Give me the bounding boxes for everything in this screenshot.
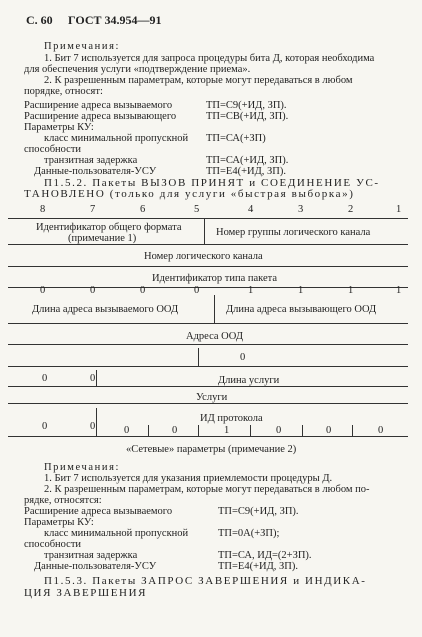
bit-value: 1 [224, 425, 230, 436]
cell-text: 0 [42, 421, 48, 432]
table-divider [198, 425, 199, 436]
table-rule [8, 323, 408, 324]
cell-text: Номер группы логического канала [216, 227, 371, 238]
standard-code: ГОСТ 34.954—91 [68, 13, 162, 27]
table-divider [302, 425, 303, 436]
bit-value: 0 [140, 285, 146, 296]
bit-value: 1 [298, 285, 304, 296]
param-value: ТП=0А(+ЗП); [218, 528, 280, 539]
param-value: ТП=С9(+ИД, ЗП). [206, 100, 287, 111]
note-text: рядке, относятся: [24, 495, 102, 506]
note-text: 1. Бит 7 используется для запроса процедуры бита Д, которая необходима [44, 53, 375, 64]
cell-text: «Сетевые» параметры (примечание 2) [126, 444, 297, 455]
note-text: для обеспечения услуги «подтверждение приема». [24, 64, 251, 75]
cell-text: ИД протокола [200, 413, 263, 424]
section-heading: П1.5.2. Пакеты ВЫЗОВ ПРИНЯТ и СОЕДИНЕНИЕ УС- [44, 177, 380, 189]
section-heading: ЦИЯ ЗАВЕРШЕНИЯ [24, 587, 148, 599]
bit-number: 6 [140, 204, 146, 215]
cell-text: Идентификатор типа пакета [152, 273, 278, 284]
table-divider [214, 295, 215, 323]
cell-text: 0 [90, 373, 96, 384]
cell-text: Длина адреса вызываемого ООД [32, 304, 179, 315]
bit-number: 5 [194, 204, 200, 215]
param-value: ТП=С9(+ИД, ЗП). [218, 506, 299, 517]
table-divider [198, 348, 199, 366]
table-rule [8, 266, 408, 267]
table-rule [8, 344, 408, 345]
table-rule [8, 386, 408, 387]
table-divider [148, 425, 149, 436]
bit-number: 1 [396, 204, 402, 215]
param-value: ТП=СА(+ИД, ЗП). [206, 155, 289, 166]
param-label: транзитная задержка [44, 550, 138, 561]
param-value: ТП=СА(+ЗП) [206, 133, 266, 144]
param-label: Расширение адреса вызываемого [24, 506, 173, 517]
section-heading: ТАНОВЛЕНО (только для услуги «быстрая выборка») [24, 188, 355, 200]
param-value: ТП=СВ(+ИД, ЗП). [206, 111, 289, 122]
table-rule [8, 244, 408, 245]
bit-value: 0 [326, 425, 332, 436]
table-divider [352, 425, 353, 436]
bit-value: 1 [396, 285, 402, 296]
bit-value: 1 [248, 285, 254, 296]
param-label: Расширение адреса вызываемого [24, 100, 173, 111]
param-value: ТП=Е4(+ИД, ЗП). [218, 561, 298, 572]
param-label: способности [24, 144, 82, 155]
table-divider [96, 408, 97, 436]
param-label: Расширение адреса вызывающего [24, 111, 177, 122]
param-value: ТП=Е4(+ИД, ЗП). [206, 166, 286, 177]
cell-text: 0 [42, 373, 48, 384]
note-text: 2. К разрешенным параметрам, которые могут передаваться в любом по- [44, 484, 370, 495]
note-text: 1. Бит 7 используется для указания приемлемости процедуры Д. [44, 473, 333, 484]
table-rule [8, 403, 408, 404]
table-rule [8, 436, 408, 437]
cell-text: Номер логического канала [144, 251, 263, 262]
param-label: Параметры КУ: [24, 122, 94, 133]
table-divider [204, 219, 205, 244]
bit-number: 7 [90, 204, 96, 215]
notes-title: Примечания: [44, 462, 121, 473]
bit-value: 0 [194, 285, 200, 296]
cell-text: 0 [240, 352, 246, 363]
bit-value: 0 [90, 285, 96, 296]
page-number: С. 60 [26, 13, 53, 27]
bit-number: 2 [348, 204, 354, 215]
cell-text: Длина услуги [218, 375, 280, 386]
table-divider [96, 370, 97, 386]
param-label: транзитная задержка [44, 155, 138, 166]
bit-value: 0 [276, 425, 282, 436]
param-label: класс минимальной пропускной [44, 133, 189, 144]
param-label: способности [24, 539, 82, 550]
note-text: порядке, относят: [24, 86, 103, 97]
bit-number: 4 [248, 204, 254, 215]
bit-value: 0 [172, 425, 178, 436]
table-rule [8, 218, 408, 219]
notes-title: Примечания: [44, 41, 121, 52]
cell-text: Идентификатор общего формата [36, 222, 182, 233]
bit-value: 1 [348, 285, 354, 296]
bit-value: 0 [124, 425, 130, 436]
bit-number: 3 [298, 204, 304, 215]
bit-value: 0 [378, 425, 384, 436]
cell-text: Услуги [196, 392, 228, 403]
param-label: класс минимальной пропускной [44, 528, 189, 539]
section-heading: П1.5.3. Пакеты ЗАПРОС ЗАВЕРШЕНИЯ и ИНДИКА- [44, 575, 367, 587]
bit-number: 8 [40, 204, 46, 215]
table-rule [8, 366, 408, 367]
note-text: 2. К разрешенным параметрам, которые могут передаваться в любом [44, 75, 353, 86]
cell-text: (примечание 1) [68, 233, 137, 244]
bit-value: 0 [40, 285, 46, 296]
param-value: ТП=СА, ИД=(2+ЗП). [218, 550, 312, 561]
param-label: Параметры КУ: [24, 517, 94, 528]
table-divider [250, 425, 251, 436]
cell-text: Длина адреса вызывающего ООД [226, 304, 377, 315]
param-label: Данные-пользователя-УСУ [34, 166, 157, 177]
param-label: Данные-пользователя-УСУ [34, 561, 157, 572]
cell-text: 0 [90, 421, 96, 432]
cell-text: Адреса ООД [186, 331, 243, 342]
